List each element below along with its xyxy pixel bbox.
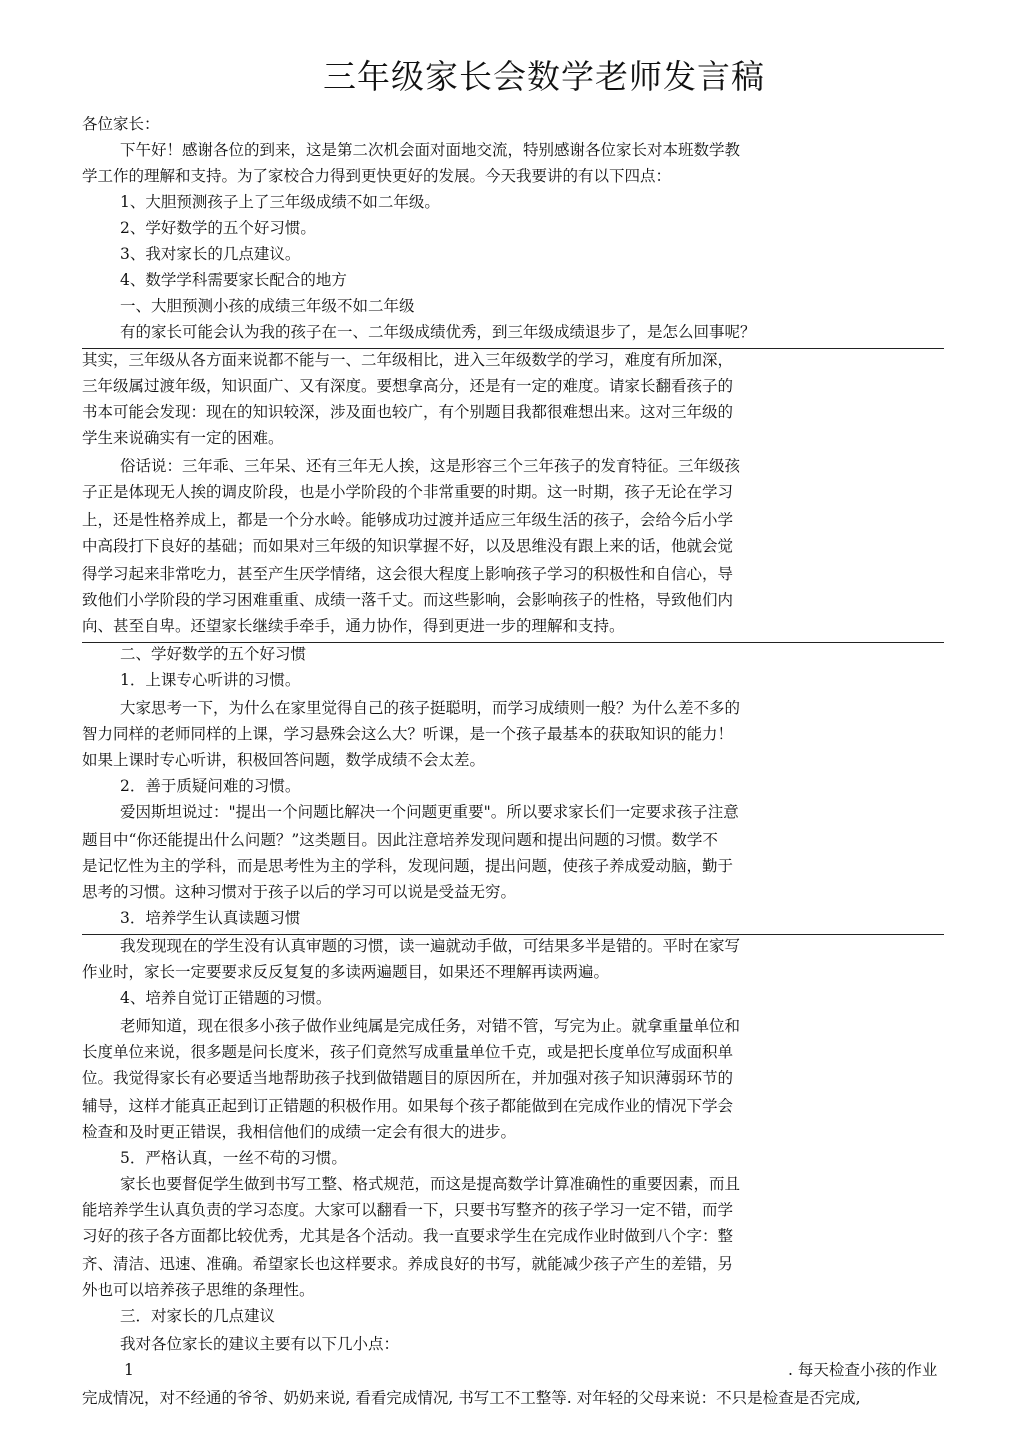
list-item: 3、我对家长的几点建议。	[120, 245, 301, 263]
text-line: 致他们小学阶段的学习困难重重、成绩一落千丈。而这些影响，会影响孩子的性格，导致他们内	[82, 591, 734, 609]
text-line: 我对各位家长的建议主要有以下几小点：	[120, 1335, 400, 1353]
text-line: 中高段打下良好的基础；而如果对三年级的知识掌握不好，以及思维没有跟上来的话，他就会觉	[82, 537, 734, 555]
subsection-heading: 4、培养自觉订正错题的习惯。	[120, 989, 332, 1007]
section-heading: 二、学好数学的五个好习惯	[120, 645, 307, 663]
text-line: 三年级属过渡年级，知识面广、又有深度。要想拿高分，还是有一定的难度。请家长翻看孩子的	[82, 377, 734, 395]
text-line: 题目中“你还能提出什么问题？”这类题目。因此注意培养发现问题和提出问题的习惯。数学不	[82, 831, 718, 849]
text-line: 向、甚至自卑。还望家长继续手牵手，通力协作，得到更进一步的理解和支持。	[82, 617, 625, 635]
text-line: 能培养学生认真负责的学习态度。大家可以翻看一下，只要书写整齐的孩子学习一定不错，而学	[82, 1201, 734, 1219]
salutation: 各位家长：	[82, 115, 160, 133]
text-line: 其实，三年级从各方面来说都不能与一、二年级相比，进入三年级数学的学习，难度有所加深，	[82, 351, 734, 369]
divider	[82, 934, 944, 935]
text-line: 作业时，家长一定要要求反反复复的多读两遍题目，如果还不理解再读两遍。	[82, 963, 610, 981]
subsection-heading: 2．善于质疑问难的习惯。	[120, 777, 301, 795]
text-line: 子正是体现无人挨的调皮阶段，也是小学阶段的个非常重要的时期。这一时期，孩子无论在学习	[82, 483, 734, 501]
subsection-heading: 1．上课专心听讲的习惯。	[120, 671, 301, 689]
text-line: 完成情况，对不经通的爷爷、奶奶来说, 看看完成情况, 书写工不工整等. 对年轻的父母来说：不只是检查是否完成,	[82, 1389, 861, 1407]
document-title: 三年级家长会数学老师发言稿	[323, 57, 765, 96]
text-line: 位。我觉得家长有必要适当地帮助孩子找到做错题目的原因所在，并加强对孩子知识薄弱环节的	[82, 1069, 734, 1087]
list-number: 1	[124, 1361, 134, 1379]
text-line: 爱因斯坦说过："提出一个问题比解决一个问题更重要"。所以要求家长们一定要求孩子注意	[120, 803, 739, 821]
list-item: 2、学好数学的五个好习惯。	[120, 219, 316, 237]
text-line: 俗话说：三年乖、三年呆、还有三年无人挨，这是形容三个三年孩子的发育特征。三年级孩	[120, 457, 741, 475]
text-line: 家长也要督促学生做到书写工整、格式规范，而这是提高数学计算准确性的重要因素，而且	[120, 1175, 741, 1193]
text-line: 书本可能会发现：现在的知识较深，涉及面也较广，有个别题目我都很难想出来。这对三年级的	[82, 403, 734, 421]
text-line: 外也可以培养孩子思维的条理性。	[82, 1281, 315, 1299]
text-line: 是记忆性为主的学科，而是思考性为主的学科，发现问题，提出问题，使孩子养成爱动脑，勤于	[82, 857, 734, 875]
section-heading: 三．对家长的几点建议	[120, 1307, 276, 1325]
text-line: 思考的习惯。这种习惯对于孩子以后的学习可以说是受益无穷。	[82, 883, 517, 901]
divider	[82, 348, 944, 349]
text-line: 辅导，这样才能真正起到订正错题的积极作用。如果每个孩子都能做到在完成作业的情况下学会	[82, 1097, 734, 1115]
text-line: 智力同样的老师同样的上课，学习悬殊会这么大？听课，是一个孩子最基本的获取知识的能力！	[82, 725, 734, 743]
subsection-heading: 3．培养学生认真读题习惯	[120, 909, 301, 927]
text-line: 学生来说确实有一定的困难。	[82, 429, 284, 447]
text-line: 齐、清洁、迅速、准确。希望家长也这样要求。养成良好的书写，就能减少孩子产生的差错，另	[82, 1255, 734, 1273]
text-line: 如果上课时专心听讲，积极回答问题，数学成绩不会太差。	[82, 751, 486, 769]
subsection-heading: 5．严格认真，一丝不苟的习惯。	[120, 1149, 347, 1167]
list-item: 4、数学学科需要家长配合的地方	[120, 271, 347, 289]
text-line: 老师知道，现在很多小孩子做作业纯属是完成任务，对错不管，写完为止。就拿重量单位和	[120, 1017, 741, 1035]
text-line: 我发现现在的学生没有认真审题的习惯，读一遍就动手做，可结果多半是错的。平时在家写	[120, 937, 741, 955]
text-line: 大家思考一下，为什么在家里觉得自己的孩子挺聪明，而学习成绩则一般？为什么差不多的	[120, 699, 741, 717]
section-heading: 一、大胆预测小孩的成绩三年级不如二年级	[120, 297, 415, 315]
text-line: 习好的孩子各方面都比较优秀，尤其是各个活动。我一直要求学生在完成作业时做到八个字：整	[82, 1227, 734, 1245]
text-line: 上，还是性格养成上，都是一个分水岭。能够成功过渡并适应三年级生活的孩子，会给今后小学	[82, 511, 734, 529]
text-line: 得学习起来非常吃力，甚至产生厌学情绪，这会很大程度上影响孩子学习的积极性和自信心，导	[82, 565, 734, 583]
text-line: 检查和及时更正错误，我相信他们的成绩一定会有很大的进步。	[82, 1123, 517, 1141]
divider	[82, 642, 944, 643]
text-line: 长度单位来说，很多题是问长度米，孩子们竟然写成重量单位千克，或是把长度单位写成面积单	[82, 1043, 734, 1061]
text-line: 下午好！感谢各位的到来，这是第二次机会面对面地交流，特别感谢各位家长对本班数学教	[120, 141, 741, 159]
text-line: 学工作的理解和支持。为了家校合力得到更快更好的发展。今天我要讲的有以下四点：	[82, 167, 672, 185]
list-item: 1、大胆预测孩子上了三年级成绩不如二年级。	[120, 193, 440, 211]
list-item-fragment: . 每天检查小孩的作业	[788, 1361, 938, 1379]
text-line: 有的家长可能会认为我的孩子在一、二年级成绩优秀，到三年级成绩退步了，是怎么回事呢？	[120, 323, 756, 341]
